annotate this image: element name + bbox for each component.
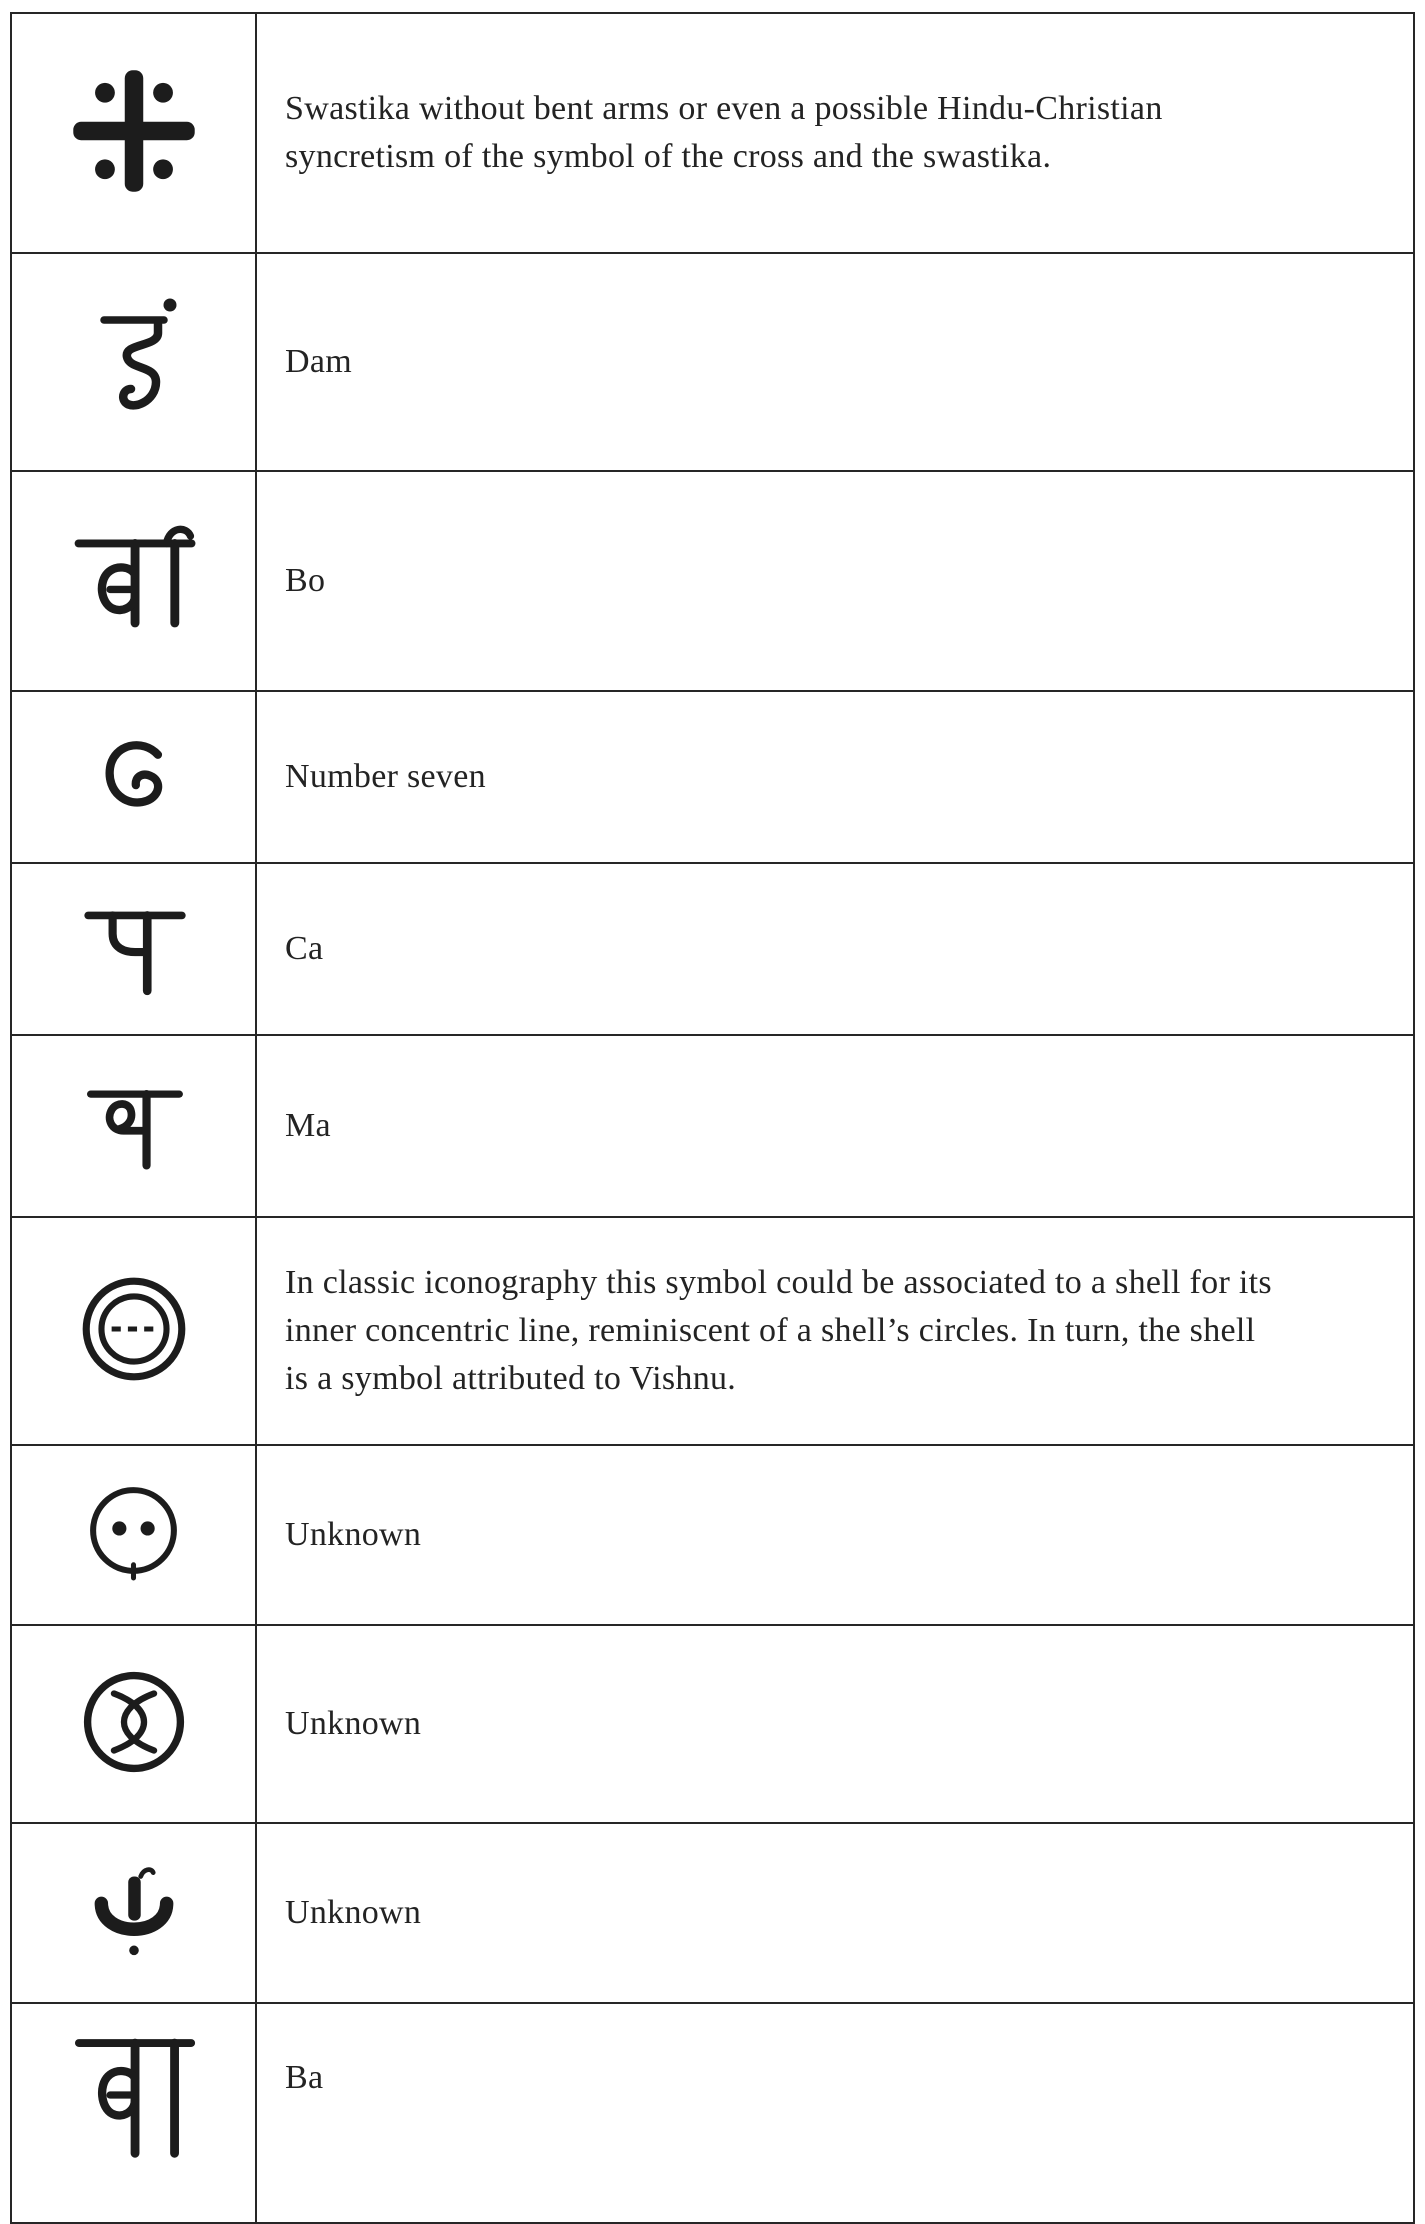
table-row [11, 2003, 1414, 2223]
devanagari-bo-icon [66, 516, 202, 642]
devanagari-ba-icon [66, 2016, 202, 2172]
description-cell [256, 1035, 1414, 1217]
symbol-description: Swastika without bent arms or even a possible Hindu-Christian syncretism of the symbol of the cross and the swastika. [285, 89, 1163, 175]
concentric-circles-shell-icon [73, 1268, 195, 1390]
devanagari-ma-icon [81, 1071, 187, 1177]
description-cell [256, 1217, 1414, 1445]
symbol-cell [11, 691, 256, 863]
description-cell [256, 1445, 1414, 1625]
description-cell [256, 13, 1414, 253]
description-cell [256, 2003, 1414, 2223]
document-page [10, 12, 1415, 2224]
table-row [11, 13, 1414, 253]
description-cell [256, 253, 1414, 471]
symbol-description: Ca [285, 929, 324, 967]
table-row [11, 1823, 1414, 2003]
table-row [11, 1445, 1414, 1625]
symbol-description: Unknown [285, 1893, 422, 1931]
table-row [11, 1217, 1414, 1445]
symbol-cell [11, 1035, 256, 1217]
symbol-description: Unknown [285, 1515, 422, 1553]
symbol-description: Unknown [285, 1704, 422, 1742]
table-row [11, 1625, 1414, 1823]
description-cell [256, 1823, 1414, 2003]
symbol-table-body [11, 13, 1414, 2223]
symbol-cell [11, 1625, 256, 1823]
symbol-cell [11, 1217, 256, 1445]
description-cell [256, 691, 1414, 863]
number-seven-icon [88, 729, 180, 821]
symbol-cell [11, 471, 256, 691]
symbol-cell [11, 2003, 256, 2223]
table-row [11, 863, 1414, 1035]
symbol-cell [11, 1823, 256, 2003]
table-row [11, 471, 1414, 691]
symbol-cell [11, 13, 256, 253]
crescent-with-stem-icon [86, 1863, 182, 1959]
table-row [11, 691, 1414, 863]
symbol-description: Bo [285, 561, 326, 599]
symbol-description: Ba [285, 2059, 324, 2096]
table-row [11, 253, 1414, 471]
devanagari-ca-icon [78, 891, 190, 1003]
description-cell [256, 863, 1414, 1035]
table-row [11, 1035, 1414, 1217]
description-cell [256, 1625, 1414, 1823]
circle-two-dots-icon [81, 1480, 187, 1586]
symbol-description: Ma [285, 1106, 331, 1144]
symbol-cell [11, 1445, 256, 1625]
symbol-cell [11, 863, 256, 1035]
symbol-description: Dam [285, 342, 352, 380]
symbol-cell [11, 253, 256, 471]
devanagari-dam-icon [86, 287, 181, 432]
circle-crossed-curves-icon [76, 1664, 192, 1780]
symbol-description: Number seven [285, 757, 486, 795]
symbol-description: In classic iconography this symbol could be associated to a shell for its inner concentric line, reminiscent of a shell’s circles. In turn, the shell is a symbol attributed to Vishnu. [285, 1263, 1272, 1398]
cross-with-dots-icon [68, 65, 200, 197]
symbol-table [10, 12, 1415, 2224]
description-cell [256, 471, 1414, 691]
